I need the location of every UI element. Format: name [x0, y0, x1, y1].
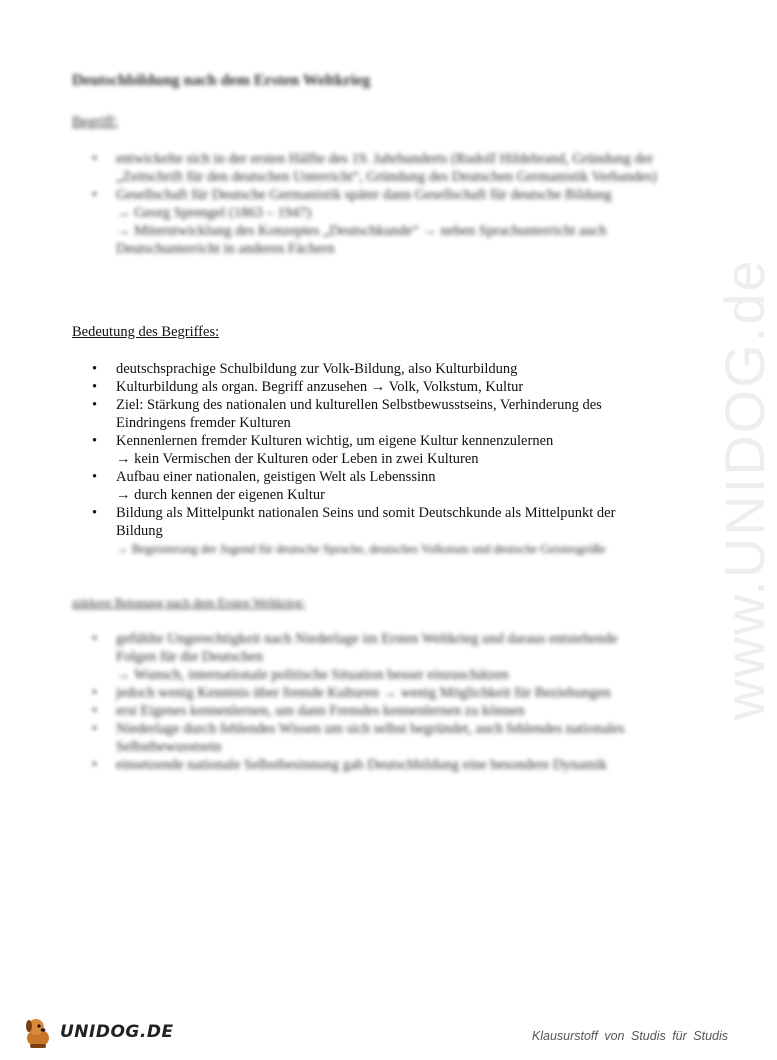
section-list-bedeutung — [92, 360, 657, 558]
list-item-text: erst Eigenes kennenlernen, um dann Fremdes kennenlernen zu können — [116, 703, 525, 719]
list-item-text: Gesellschaft für Deutsche Germanistik später dann Gesellschaft für deutsche Bildung — [116, 187, 612, 203]
list-item — [92, 396, 657, 432]
section-list-betonung — [92, 630, 657, 774]
list-sub-item: → durch kennen der eigenen Kultur — [116, 487, 325, 503]
list-sub-item: → Begeisterung der Jugend für deutsche Sprache, deutsches Volkstum und deutsche Geistesgröße — [116, 542, 606, 556]
list-sub-item: → Georg Sprengel (1863 – 1947) — [116, 205, 312, 221]
list-sub-item: → Miterntwicklung des Konzeptes „Deutschkunde“ → neben Sprachunterricht auch Deutschunterricht in anderen Fächern — [116, 223, 607, 257]
bullet: • — [92, 469, 98, 485]
list-item — [92, 702, 657, 720]
list-sub-item: → kein Vermischen der Kulturen oder Leben in zwei Kulturen — [116, 451, 479, 467]
list-item-text: Niederlage durch fehlendes Wissen um sich selbst begründet, auch fehlendes nationales Selbstbewusstsein — [116, 721, 625, 755]
bullet: • — [92, 151, 98, 167]
list-item-text: Kulturbildung als organ. Begriff anzusehen → Volk, Volkstum, Kultur — [116, 379, 524, 395]
list-item — [92, 432, 657, 468]
bullet: • — [92, 685, 98, 701]
list-item — [92, 720, 657, 756]
bullet: • — [92, 505, 98, 521]
watermark: www.UNIDOG.de — [713, 258, 776, 720]
bullet: • — [92, 397, 98, 413]
list-item-text: jedoch wenig Kenntnis über fremde Kulturen → wenig Möglichkeit für Beziehungen — [116, 685, 611, 701]
list-item-text: deutschsprachige Schulbildung zur Volk-Bildung, also Kulturbildung — [116, 361, 518, 377]
list-item — [92, 630, 657, 684]
bullet: • — [92, 703, 98, 719]
footer-tagline: Klausurstoff von Studis für Studis — [531, 1029, 728, 1043]
section-heading-bedeutung: Bedeutung des Begriffes: — [72, 324, 220, 340]
section-list-begriff — [92, 150, 657, 258]
bullet: • — [92, 757, 98, 773]
list-item — [92, 186, 657, 258]
list-item — [92, 150, 657, 186]
section-heading-betonung: stärkere Betonung nach dem Ersten Weltkrieg: — [72, 596, 306, 610]
bullet: • — [92, 631, 98, 647]
bullet: • — [92, 187, 98, 203]
list-item — [92, 684, 657, 702]
list-item-text: einsetzende nationale Selbstbesinnung gab Deutschbildung eine besondere Dynamik — [116, 757, 607, 773]
list-item-text: entwickelte sich in der ersten Hälfte des 19. Jahrhunderts (Rudolf Hildebrand, Gründung der „Zeitschrift für den deutschen Unterricht“, Gründung des Deutschen Germanistik Verbandes) — [116, 151, 657, 185]
list-item-text: Aufbau einer nationalen, geistigen Welt als Lebenssinn — [116, 469, 436, 485]
list-item-text: Bildung als Mittelpunkt nationalen Seins und somit Deutschkunde als Mittelpunkt der Bildung — [116, 505, 616, 539]
bullet: • — [92, 361, 98, 377]
list-item-text: Kennenlernen fremder Kulturen wichtig, um eigene Kultur kennenzulernen — [116, 433, 554, 449]
bullet: • — [92, 379, 98, 395]
list-item — [92, 378, 657, 396]
logo-text: UNIDOG.DE — [60, 1022, 174, 1042]
unidog-logo — [20, 1012, 174, 1052]
list-item-text: Ziel: Stärkung des nationalen und kulturellen Selbstbewusstseins, Verhinderung des Eindringens fremder Kulturen — [116, 397, 602, 431]
list-item — [92, 756, 657, 774]
document-title: Deutschbildung nach dem Ersten Weltkrieg — [72, 72, 371, 89]
list-item — [92, 468, 657, 504]
list-item — [92, 360, 657, 378]
list-sub-item: → Wunsch, internationale politische Situation besser einzuschätzen — [116, 667, 509, 683]
bullet: • — [92, 721, 98, 737]
section-heading-begriff: Begriff: — [72, 114, 118, 130]
dog-mascot-icon — [20, 1014, 56, 1050]
bullet: • — [92, 433, 98, 449]
list-item-text: gefühlte Ungerechtigkeit nach Niederlage im Ersten Weltkrieg und daraus entstehende Folgen für die Deutschen — [116, 631, 618, 665]
list-item — [92, 504, 657, 558]
